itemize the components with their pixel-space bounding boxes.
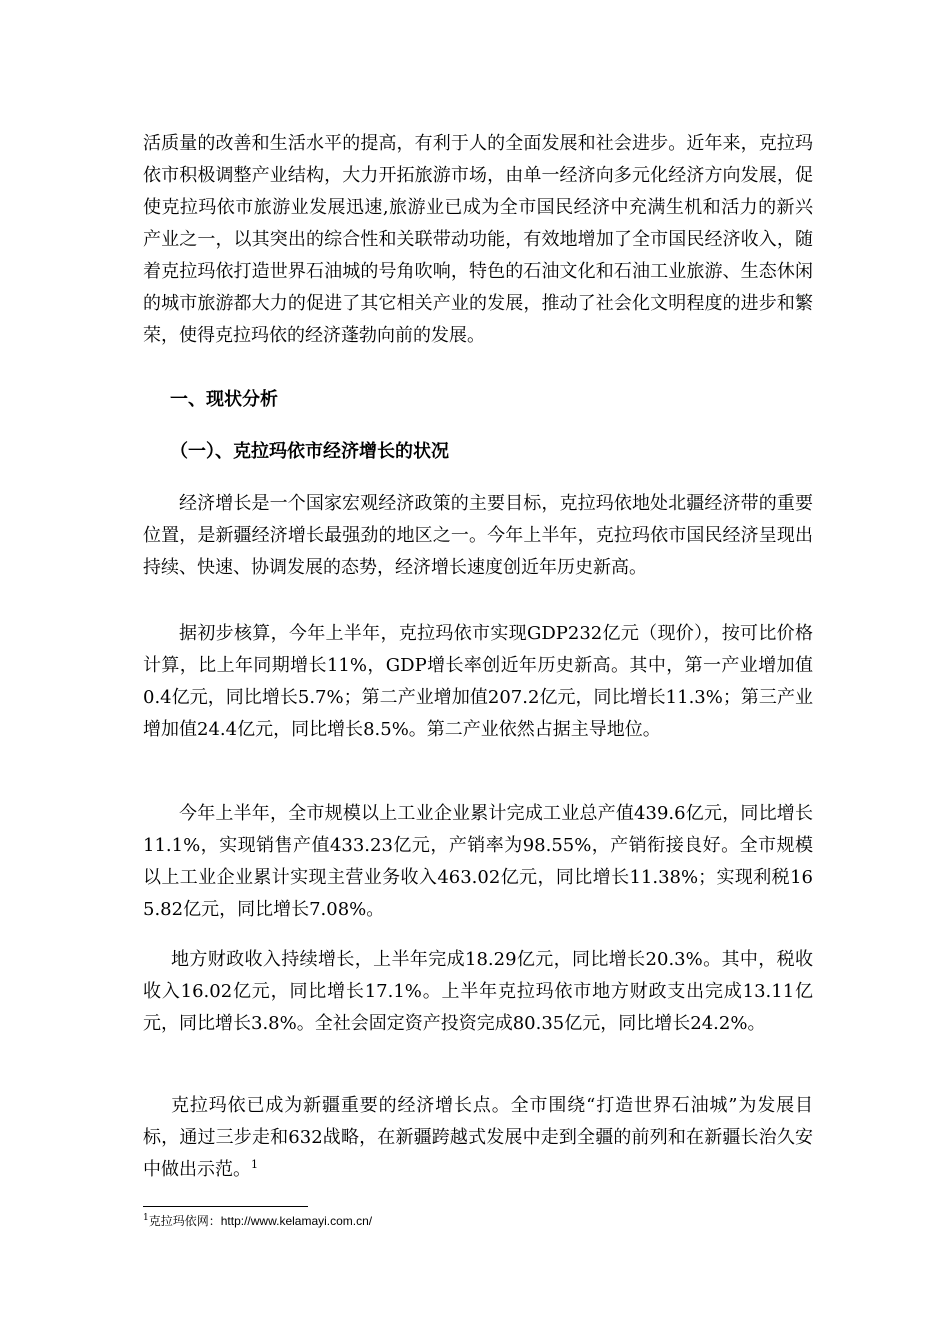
paragraph-gdp-accounting: 据初步核算，今年上半年，克拉玛依市实现GDP232亿元（现价），按可比价格计算，比上年同期增长11%，GDP增长率创近年历史新高。其中，第一产业增加值0.4亿元，同比增长5.7%；第二产业增加值207.2亿元，同比增长11.3%；第三产业增加值24.4亿元，同比增长8.5%。第二产业依然占据主导地位。 bbox=[143, 623, 813, 740]
paragraph-economic-growth: 经济增长是一个国家宏观经济政策的主要目标，克拉玛依地处北疆经济带的重要位置，是新疆经济增长最强劲的地区之一。今年上半年，克拉玛依市国民经济呈现出持续、快速、协调发展的态势，经济增长速度创近年历史新高。 bbox=[143, 493, 813, 578]
footnote-source-label: 克拉玛依网： bbox=[148, 1214, 221, 1228]
paragraph-growth-point bbox=[143, 1090, 813, 1186]
footnote-divider bbox=[143, 1206, 308, 1207]
paragraph-industrial-output: 今年上半年，全市规模以上工业企业累计完成工业总产值439.6亿元，同比增长11.1%，实现销售产值433.23亿元，产销率为98.55%，产销衔接良好。全市规模以上工业企业累计实现主营业务收入463.02亿元，同比增长11.38%；实现利税165.82亿元，同比增长7.08%。 bbox=[143, 803, 813, 920]
paragraph-fiscal-revenue: 地方财政收入持续增长，上半年完成18.29亿元，同比增长20.3%。其中，税收收入16.02亿元，同比增长17.1%。上半年克拉玛依市地方财政支出完成13.11亿元，同比增长3.8%。全社会固定资产投资完成80.35亿元，同比增长24.2%。 bbox=[143, 949, 813, 1034]
footnote-number: 1 bbox=[143, 1213, 149, 1223]
paragraph-intro-continuation: 活质量的改善和生活水平的提高，有利于人的全面发展和社会进步。近年来，克拉玛依市积极调整产业结构，大力开拓旅游市场，由单一经济向多元化经济方向发展，促使克拉玛依市旅游业发展迅速,旅游业已成为全市国民经济中充满生机和活力的新兴产业之一，以其突出的综合性和关联带动功能，有效地增加了全市国民经济收入，随着克拉玛依打造世界石油城的号角吹响，特色的石油文化和石油工业旅游、生态休闲的城市旅游都大力的促进了其它相关产业的发展，推动了社会化文明程度的进步和繁荣，使得克拉玛依的经济蓬勃向前的发展。 bbox=[143, 133, 813, 346]
subsection-heading-economic-growth: （一）、克拉玛依市经济增长的状况 bbox=[170, 441, 449, 462]
footnote-url-link[interactable]: http://www.kelamayi.com.cn/ bbox=[220, 1214, 373, 1228]
section-heading-status-analysis: 一、现状分析 bbox=[170, 389, 278, 410]
footnote-reference[interactable]: 1 bbox=[251, 1158, 258, 1171]
paragraph-growth-point-text: 克拉玛依已成为新疆重要的经济增长点。全市围绕“打造世界石油城”为发展目标，通过三步走和632战略，在新疆跨越式发展中走到全疆的前列和在新疆长治久安中做出示范。 bbox=[143, 1095, 813, 1180]
footnote bbox=[143, 1213, 372, 1229]
